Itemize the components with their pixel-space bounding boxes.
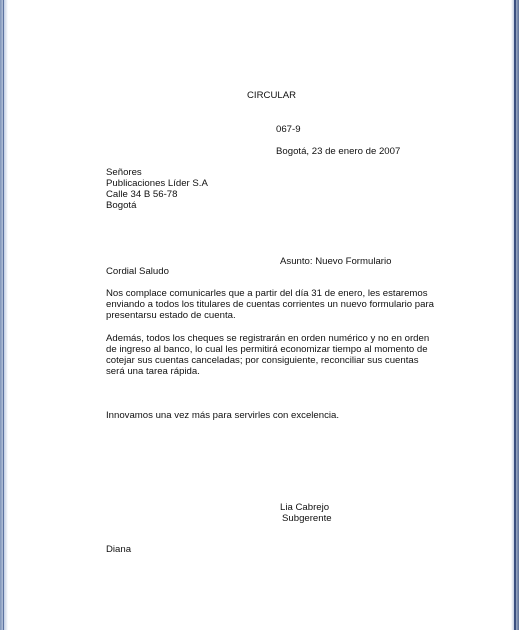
paragraph-line: Nos complace comunicarles que a partir del día 31 de enero, les estaremos (106, 288, 428, 299)
paragraph-line: enviando a todos los titulares de cuentas corrientes un nuevo formulario para (106, 299, 434, 310)
document-title: CIRCULAR (247, 90, 297, 101)
recipient-company: Publicaciones Líder S.A (106, 178, 208, 189)
document-page[interactable] (10, 0, 509, 630)
left-border-line (3, 0, 4, 630)
left-window-border (0, 0, 8, 630)
body-paragraph-1 (106, 288, 438, 321)
paragraph-line: será una tarea rápida. (106, 366, 200, 377)
reference-number: 067-9 (276, 124, 301, 135)
closing-sentence: Innovamos una vez más para servirles con excelencia. (106, 410, 340, 421)
recipient-address: Calle 34 B 56-78 (106, 189, 178, 200)
paragraph-line: de ingreso al banco, lo cual les permitirá economizar tiempo al momento de (106, 344, 428, 355)
paragraph-line: cotejar sus cuentas canceladas; por consiguiente, reconciliar sus cuentas (106, 355, 419, 366)
signer-name: Lia Cabrejo (280, 502, 330, 513)
paragraph-line: Además, todos los cheques se registrarán en orden numérico y no en orden (106, 333, 430, 344)
document-date: Bogotá, 23 de enero de 2007 (276, 146, 401, 157)
signer-position: Subgerente (282, 513, 332, 524)
subject-line: Asunto: Nuevo Formulario (280, 256, 392, 267)
paragraph-line: presentarsu estado de cuenta. (106, 310, 236, 321)
recipient-city: Bogotá (106, 200, 137, 211)
typist-initials: Diana (106, 544, 132, 555)
greeting: Cordial Saludo (106, 266, 169, 277)
recipient-salutation: Señores (106, 167, 142, 178)
right-border-line (514, 0, 516, 630)
body-paragraph-2 (106, 333, 438, 377)
